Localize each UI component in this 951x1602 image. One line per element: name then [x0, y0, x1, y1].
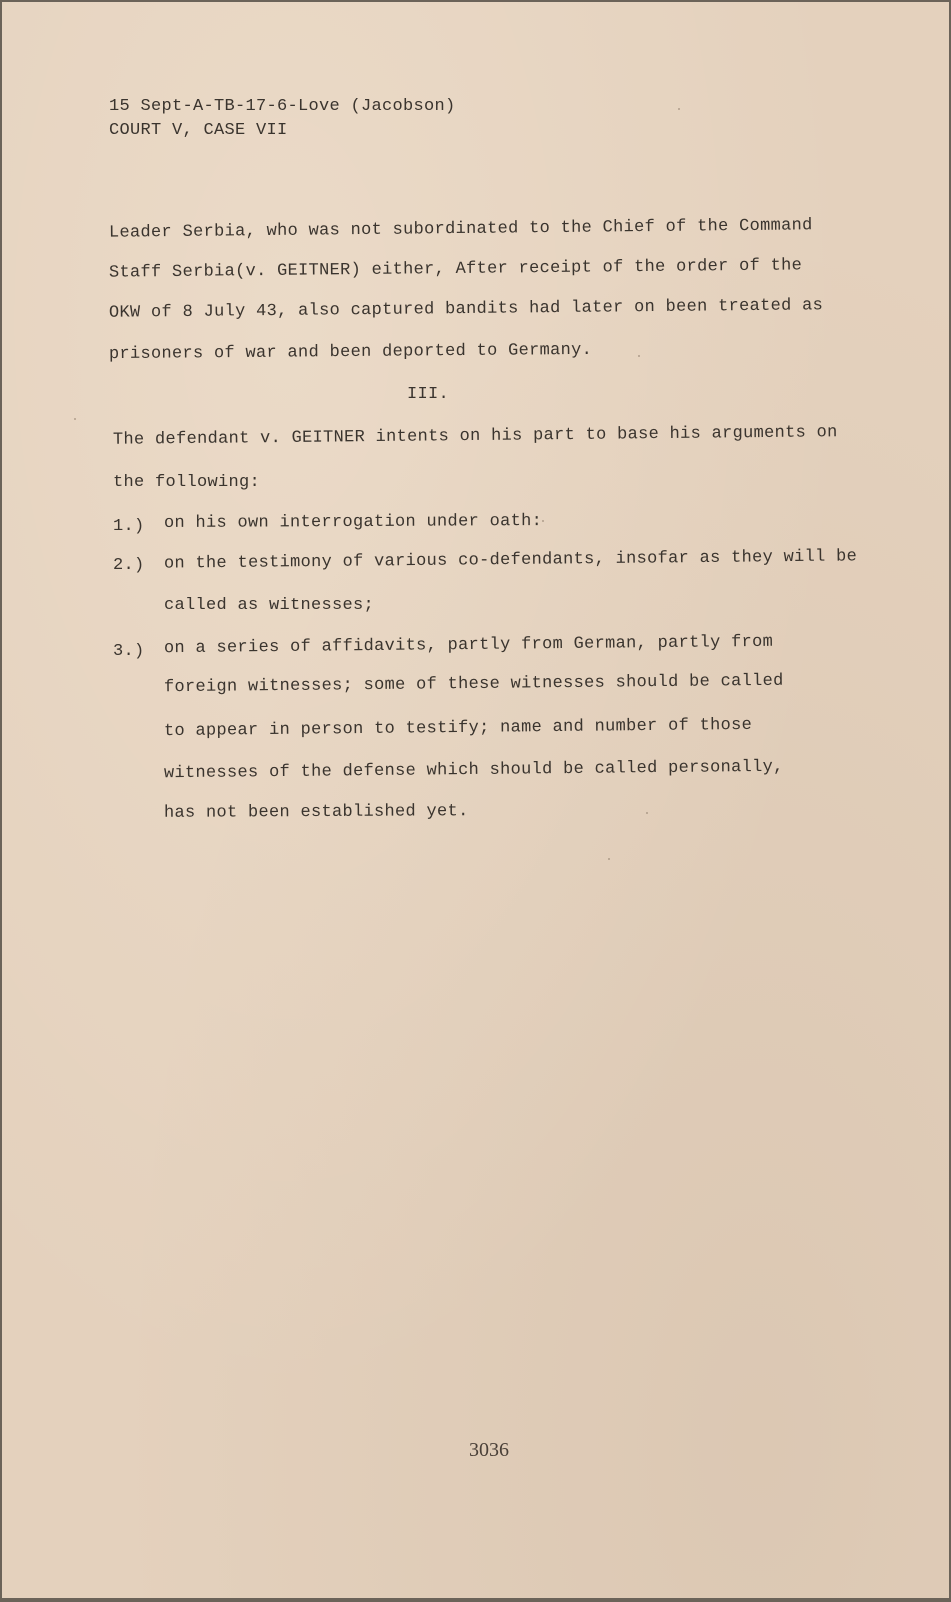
paper-speck [646, 812, 648, 814]
list-item-text: has not been established yet. [163, 802, 469, 823]
paper-speck [542, 520, 544, 522]
paragraph-1-line-4: prisoners of war and been deported to Germany. [108, 340, 593, 365]
list-item-text: to appear in person to testify; name and number of those [163, 715, 753, 742]
page-number: 3036 [469, 1439, 509, 1461]
paragraph-1-line-2: Staff Serbia(v. GEITNER) either, After receipt of the order of the [108, 256, 803, 283]
paper-speck [678, 108, 680, 110]
paper-speck [638, 355, 640, 357]
paper-speck [608, 858, 610, 860]
paragraph-1-line-3: OKW of 8 July 43, also captured bandits had later on been treated as [108, 296, 824, 323]
list-item-text: on the testimony of various co-defendants, insofar as they will be [163, 547, 858, 574]
list-item-text: foreign witnesses; some of these witnesses should be called [163, 671, 784, 698]
list-item-number: 1.) [113, 517, 145, 536]
list-item-number: 3.) [113, 642, 145, 661]
paragraph-2-line-2: the following: [113, 473, 261, 492]
list-item-text: on his own interrogation under oath: [163, 512, 543, 533]
paragraph-2-line-1: The defendant v. GEITNER intents on his part to base his arguments on [112, 423, 838, 450]
header-court-case: COURT V, CASE VII [109, 121, 288, 140]
list-item-text: called as witnesses; [164, 596, 375, 615]
list-item-number: 2.) [113, 556, 145, 575]
list-item-text: on a series of affidavits, partly from German, partly from [163, 632, 774, 659]
document-page [2, 2, 949, 1598]
list-item-text: witnesses of the defense which should be called personally, [163, 757, 784, 784]
paragraph-1-line-1: Leader Serbia, who was not subordinated to the Chief of the Command [108, 216, 813, 243]
header-reference: 15 Sept-A-TB-17-6-Love (Jacobson) [109, 97, 456, 116]
section-heading: III. [407, 385, 450, 404]
paper-speck [74, 418, 76, 420]
